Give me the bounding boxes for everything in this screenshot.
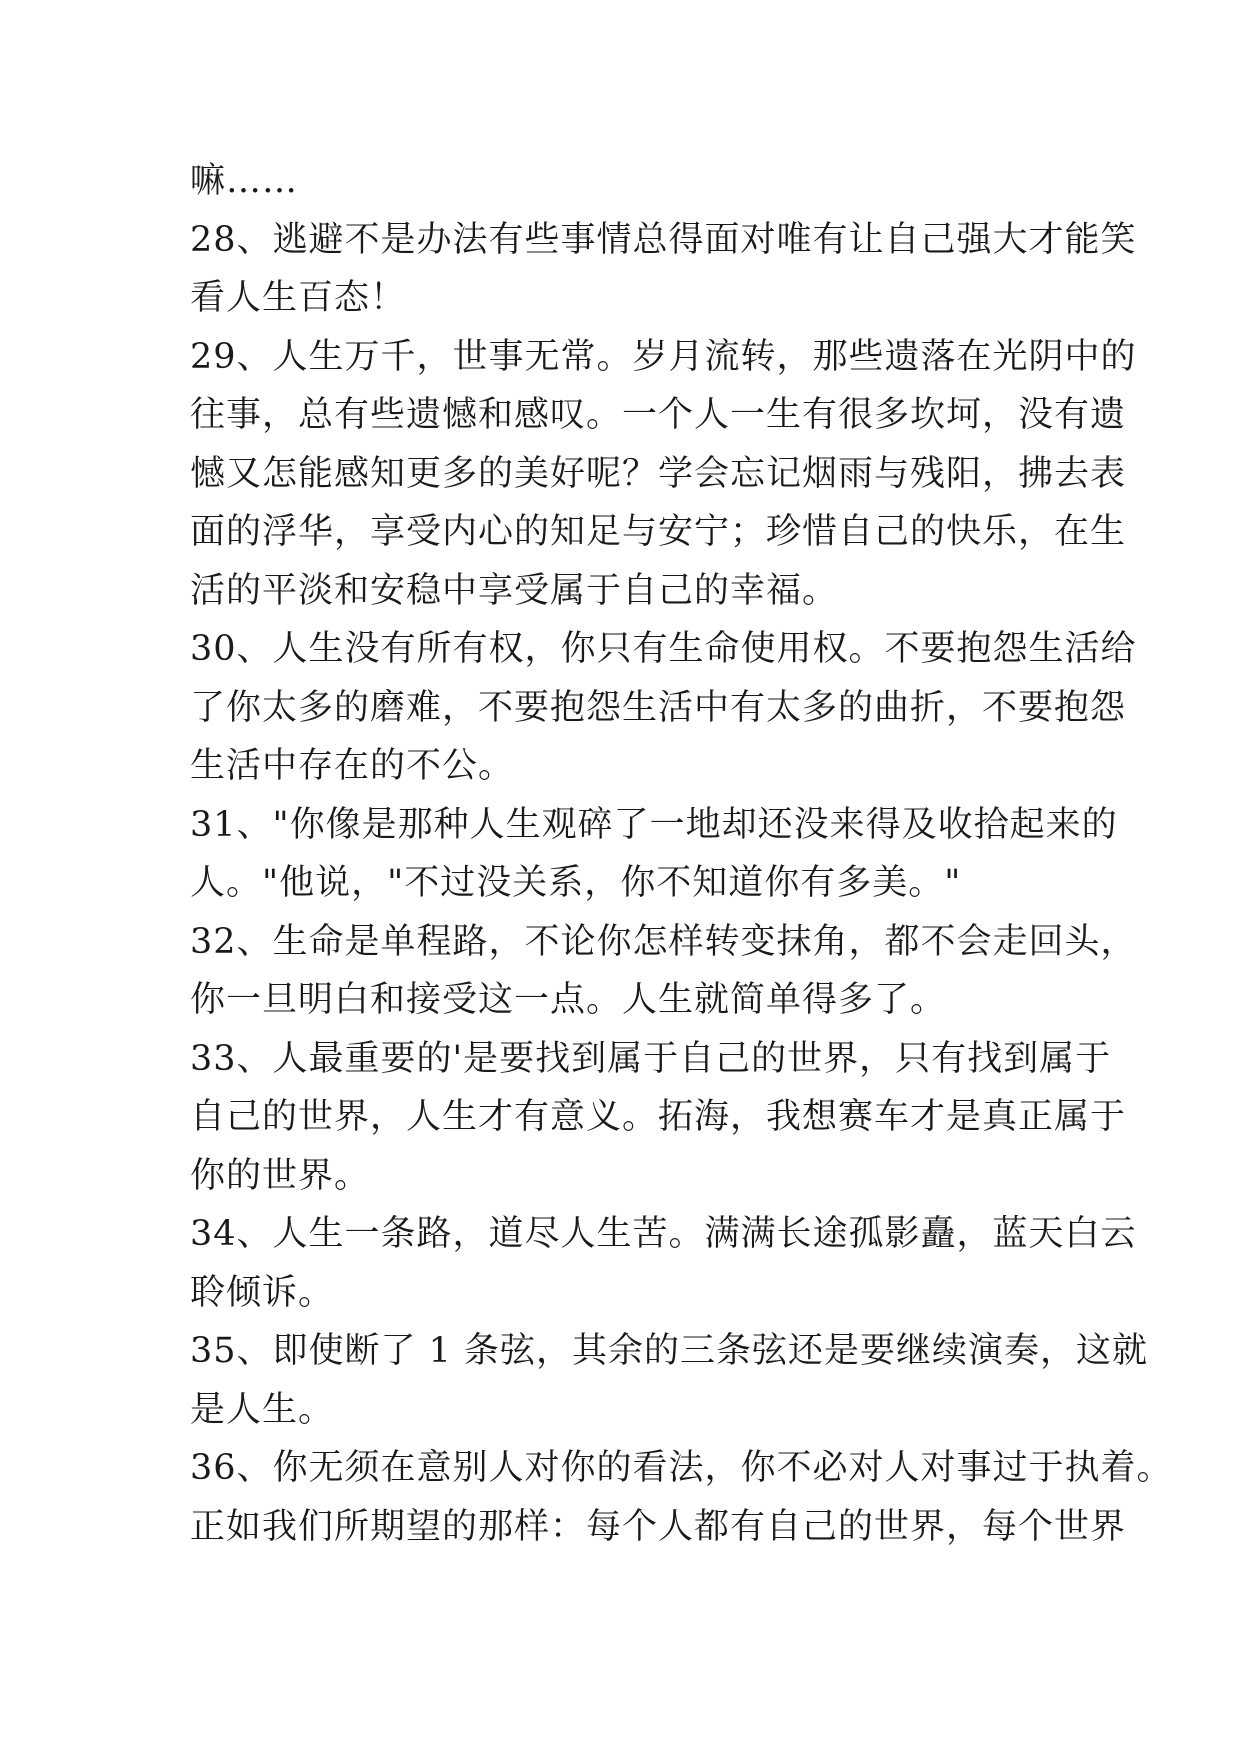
text-line: 憾又怎能感知更多的美好呢？学会忘记烟雨与残阳，拂去表 xyxy=(190,453,1127,494)
text-line: 34、人生一条路，道尽人生苦。满满长途孤影矗，蓝天白云 xyxy=(190,1214,1137,1254)
text-line: 往事，总有些遗憾和感叹。一个人一生有很多坎坷，没有遗 xyxy=(190,395,1127,435)
text-line: 你的世界。 xyxy=(190,1155,371,1196)
text-line: 看人生百态！ xyxy=(190,278,407,318)
text-line: 了你太多的磨难，不要抱怨生活中有太多的曲折，不要抱怨 xyxy=(190,687,1127,728)
text-line: 面的浮华，享受内心的知足与安宁；珍惜自己的快乐，在生 xyxy=(190,512,1127,552)
text-line: 嘛…… xyxy=(190,161,299,201)
document-body xyxy=(190,152,1173,1556)
text-line: 35、即使断了 1 条弦，其余的三条弦还是要继续演奏，这就 xyxy=(190,1331,1149,1371)
text-line: 人。"他说，"不过没关系，你不知道你有多美。" xyxy=(190,863,962,903)
text-line: 聆倾诉。 xyxy=(190,1272,335,1313)
text-line: 29、人生万千，世事无常。岁月流转，那些遗落在光阴中的 xyxy=(190,336,1137,377)
text-line: 31、"你像是那种人生观碎了一地却还没来得及收拾起来的 xyxy=(190,804,1118,845)
text-line: 30、人生没有所有权，你只有生命使用权。不要抱怨生活给 xyxy=(190,629,1137,669)
text-line: 是人生。 xyxy=(190,1389,335,1430)
text-line: 你一旦明白和接受这一点。人生就简单得多了。 xyxy=(190,980,947,1020)
text-line: 36、你无须在意别人对你的看法，你不必对人对事过于执着。 xyxy=(190,1448,1173,1488)
text-line: 生活中存在的不公。 xyxy=(190,746,515,786)
text-line: 自己的世界，人生才有意义。拓海，我想赛车才是真正属于 xyxy=(190,1097,1127,1137)
text-line: 33、人最重要的'是要找到属于自己的世界，只有找到属于 xyxy=(190,1038,1112,1079)
text-line: 活的平淡和安稳中享受属于自己的幸福。 xyxy=(190,570,839,611)
text-line: 正如我们所期望的那样：每个人都有自己的世界，每个世界 xyxy=(190,1506,1127,1547)
text-line: 32、生命是单程路，不论你怎样转变抹角，都不会走回头， xyxy=(190,921,1137,962)
text-line: 28、逃避不是办法有些事情总得面对唯有让自己强大才能笑 xyxy=(190,219,1137,260)
